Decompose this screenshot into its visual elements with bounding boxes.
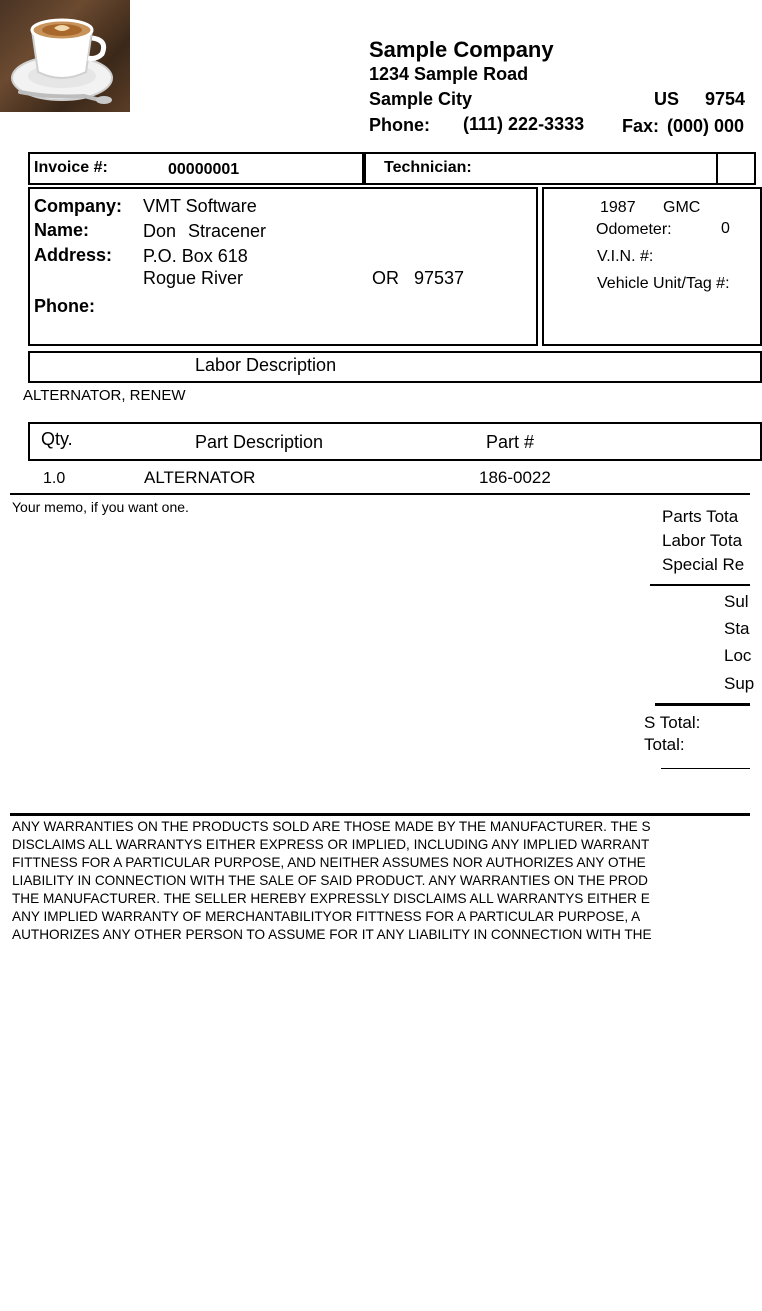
- coffee-cup-icon: [0, 0, 130, 112]
- disclaimer-divider: [10, 813, 750, 816]
- customer-zip: 97537: [414, 268, 465, 288]
- customer-name-label: Name:: [34, 220, 90, 240]
- labor-header-box: [28, 351, 762, 383]
- vehicle-unit-label: Vehicle Unit/Tag #:: [597, 275, 730, 292]
- company-name: Sample Company: [369, 37, 554, 62]
- company-fax-label: Fax:: [622, 116, 660, 136]
- customer-first-name: Don: [143, 221, 177, 241]
- vehicle-odometer: 0: [721, 220, 730, 237]
- totals-divider-3: [661, 768, 750, 769]
- company-phone: (111) 222-3333: [463, 114, 585, 134]
- local-tax-label: Loc: [724, 646, 752, 665]
- company-logo: [0, 0, 130, 112]
- company-country: US: [654, 89, 680, 109]
- supplies-label: Sup: [724, 674, 755, 693]
- disclaimer-line: THE MANUFACTURER. THE SELLER HEREBY EXPRESSLY DISCLAIMS ALL WARRANTYS EITHER E: [12, 891, 650, 906]
- company-address: 1234 Sample Road: [369, 64, 529, 84]
- part-description: ALTERNATOR: [144, 468, 256, 487]
- memo-text: Your memo, if you want one.: [12, 499, 189, 515]
- company-zip: 9754: [705, 89, 746, 109]
- parts-desc-header: Part Description: [195, 432, 324, 452]
- totals-divider-1: [650, 584, 750, 586]
- special-label: Special Re: [662, 555, 745, 574]
- part-number: 186-0022: [479, 468, 551, 487]
- company-city: Sample City: [369, 89, 473, 109]
- disclaimer-line: ANY WARRANTIES ON THE PRODUCTS SOLD ARE THOSE MADE BY THE MANUFACTURER. THE S: [12, 819, 651, 834]
- customer-company: VMT Software: [143, 196, 257, 216]
- invoice-number: 00000001: [168, 161, 240, 178]
- customer-last-name: Stracener: [188, 221, 267, 241]
- extra-header-box: [716, 152, 756, 185]
- company-fax: (000) 000: [667, 116, 745, 136]
- vehicle-year: 1987: [600, 199, 636, 216]
- totals-divider-2: [655, 703, 750, 706]
- vehicle-box: [542, 187, 762, 346]
- labor-description: ALTERNATOR, RENEW: [23, 387, 186, 404]
- labor-total-label: Labor Tota: [662, 531, 743, 550]
- customer-city: Rogue River: [143, 268, 244, 288]
- parts-bottom-divider: [10, 493, 750, 495]
- disclaimer-line: FITTNESS FOR A PARTICULAR PURPOSE, AND NEITHER ASSUMES NOR AUTHORIZES ANY OTHE: [12, 855, 646, 870]
- vehicle-odometer-label: Odometer:: [596, 221, 672, 238]
- disclaimer-line: DISCLAIMS ALL WARRANTYS EITHER EXPRESS OR IMPLIED, INCLUDING ANY IMPLIED WARRANT: [12, 837, 650, 852]
- subtotal-label: Sul: [724, 592, 749, 611]
- part-qty: 1.0: [43, 470, 66, 487]
- technician-label: Technician:: [384, 159, 472, 176]
- parts-number-header: Part #: [486, 432, 535, 452]
- company-phone-label: Phone:: [369, 115, 430, 135]
- parts-qty-header: Qty.: [41, 429, 73, 449]
- state-tax-label: Sta: [724, 619, 750, 638]
- disclaimer-line: LIABILITY IN CONNECTION WITH THE SALE OF SAID PRODUCT. ANY WARRANTIES ON THE PROD: [12, 873, 648, 888]
- vehicle-vin-label: V.I.N. #:: [597, 248, 654, 265]
- customer-company-label: Company:: [34, 196, 123, 216]
- disclaimer-line: ANY IMPLIED WARRANTY OF MERCHANTABILITYOR FITTNESS FOR A PARTICULAR PURPOSE, A: [12, 909, 641, 924]
- labor-header: Labor Description: [195, 355, 337, 375]
- customer-address: P.O. Box 618: [143, 246, 248, 266]
- total-label: Total:: [644, 735, 685, 754]
- warranty-disclaimer: [12, 818, 750, 944]
- parts-total-label: Parts Tota: [662, 507, 739, 526]
- customer-address-label: Address:: [34, 245, 113, 265]
- vehicle-make: GMC: [663, 199, 701, 216]
- parts-header-box: [28, 422, 762, 461]
- s-total-label: S Total:: [644, 713, 701, 732]
- customer-state: OR: [372, 268, 399, 288]
- disclaimer-line: AUTHORIZES ANY OTHER PERSON TO ASSUME FOR IT ANY LIABILITY IN CONNECTION WITH THE: [12, 927, 652, 942]
- customer-phone-label: Phone:: [34, 296, 95, 316]
- invoice-number-label: Invoice #:: [34, 159, 108, 176]
